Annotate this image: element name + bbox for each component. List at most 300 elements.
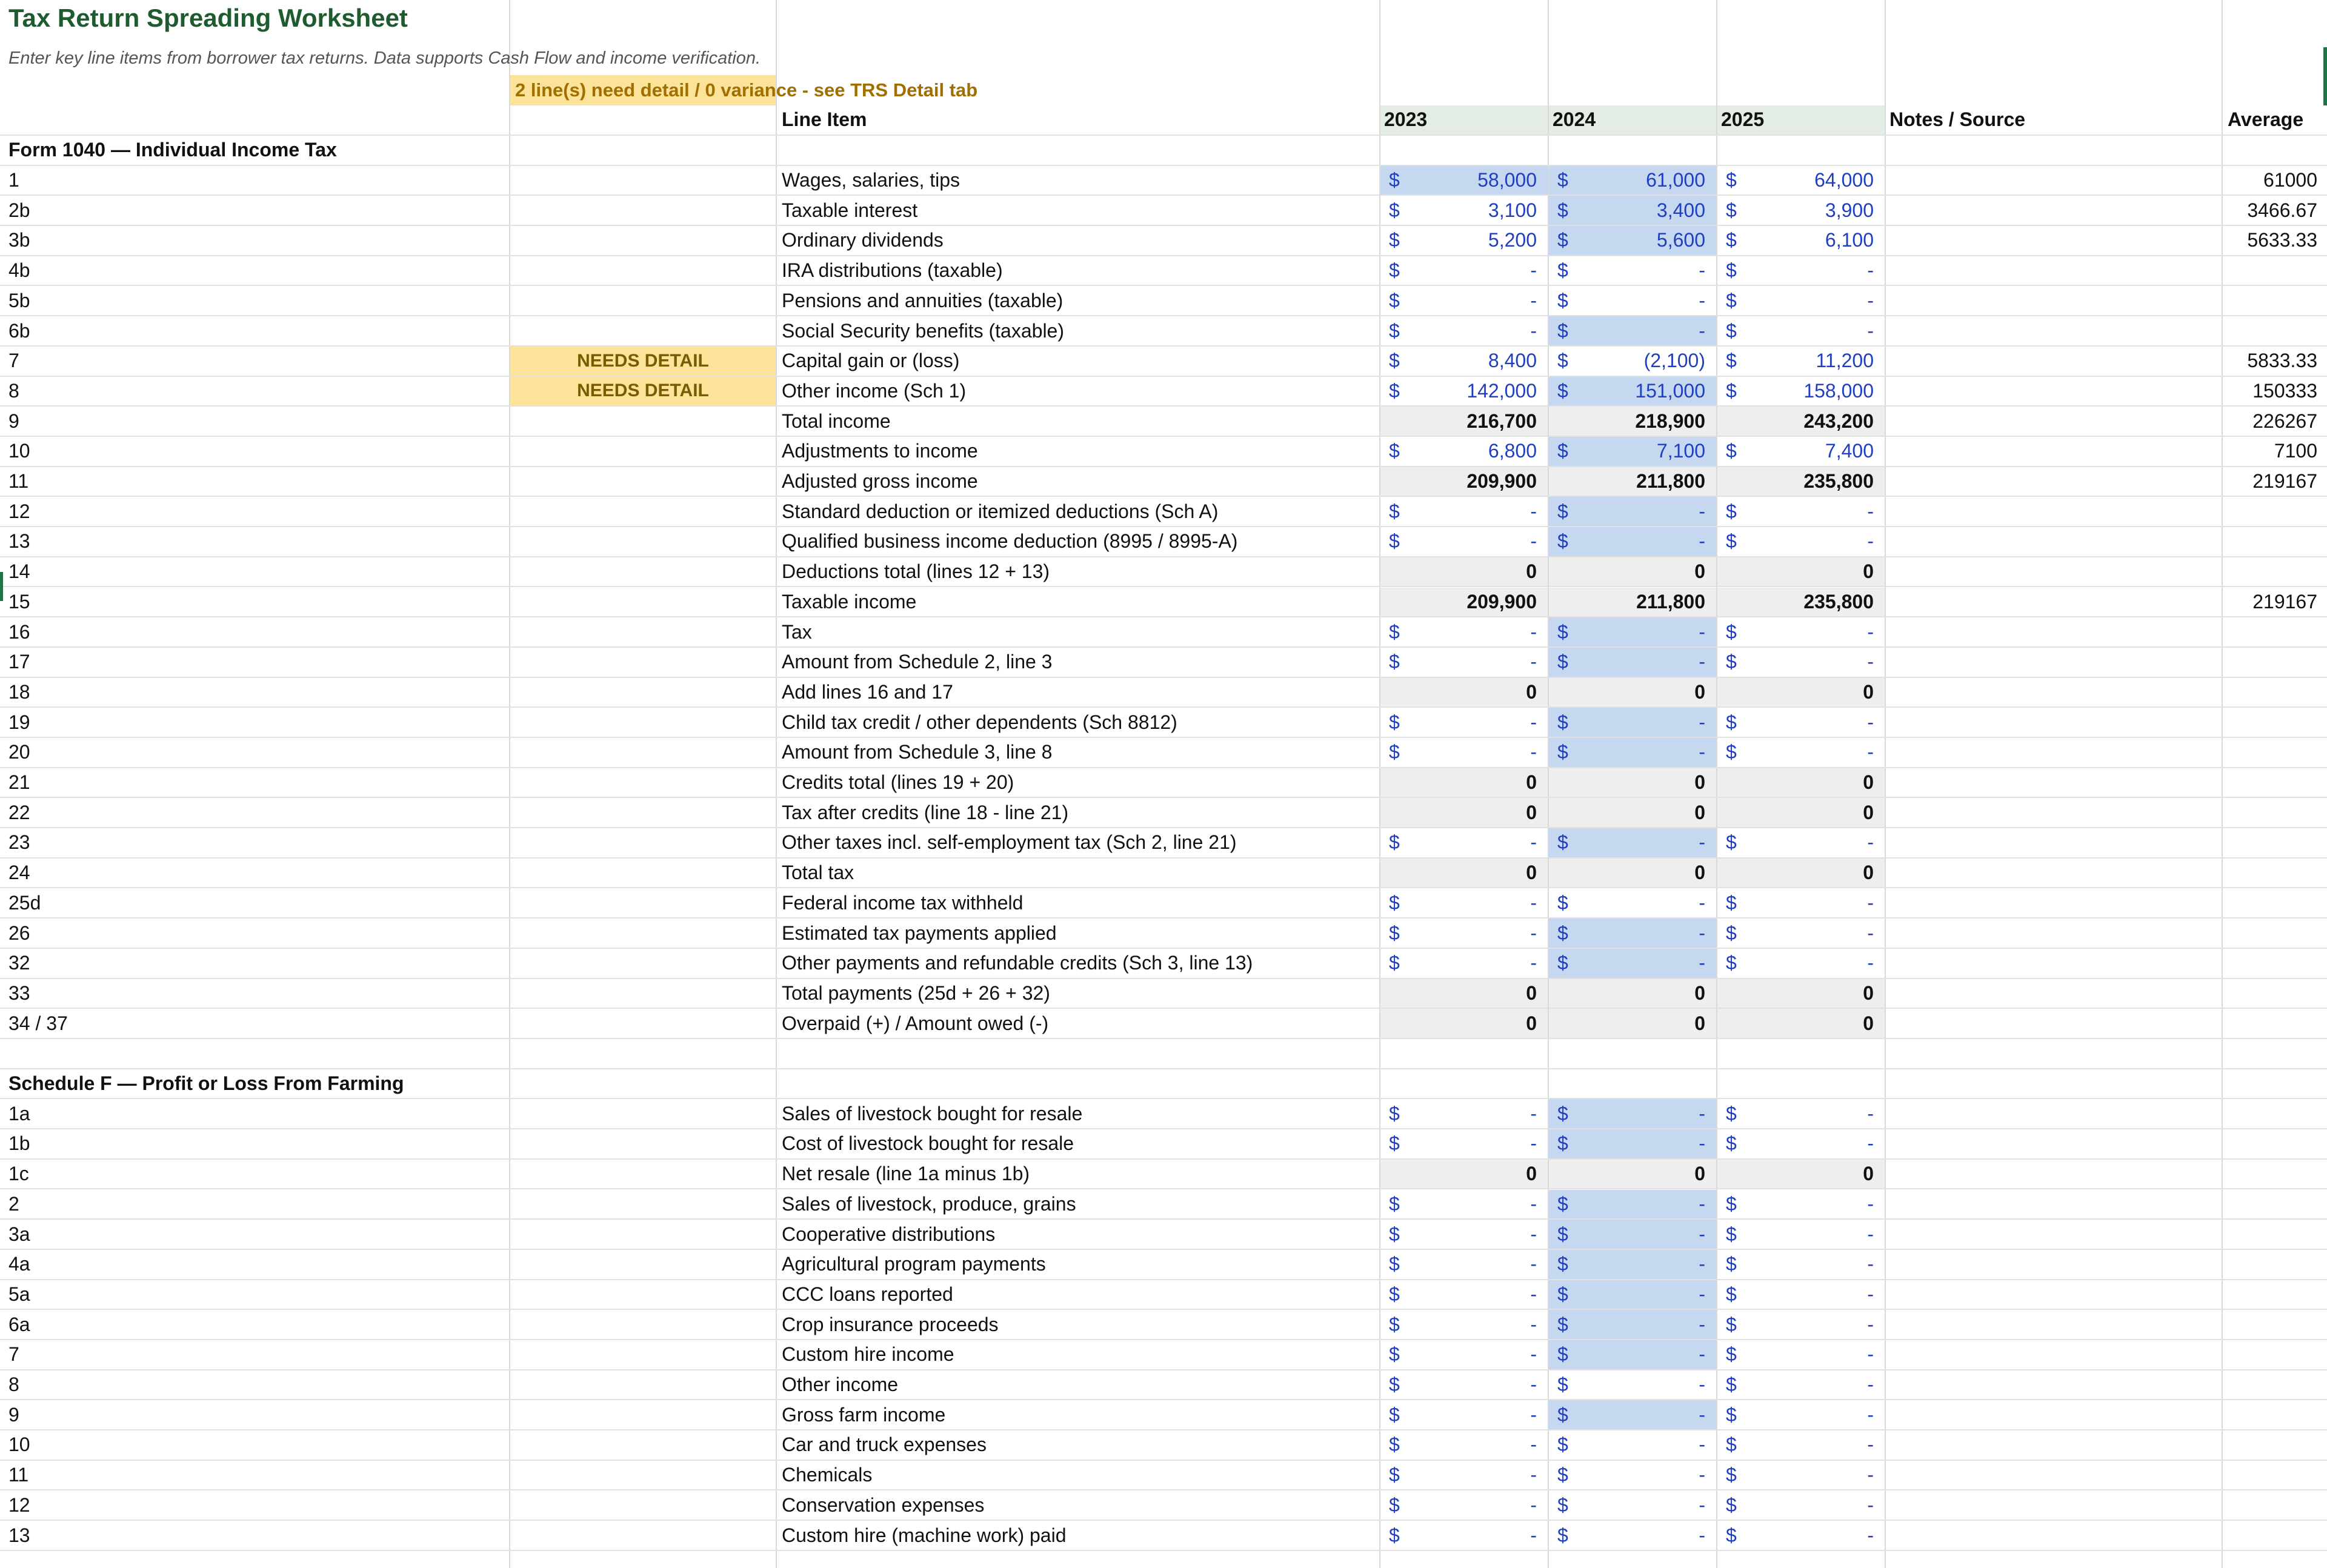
line-item[interactable]: Other income (Sch 1) [782,379,967,402]
line-number[interactable]: 9 [8,1403,19,1426]
year-value-cell[interactable] [1380,1009,1548,1038]
notes-cell[interactable] [1886,798,2223,827]
notes-cell[interactable] [1886,1521,2223,1550]
notes-cell[interactable] [1886,889,2223,918]
sheet-title[interactable]: Tax Return Spreading Worksheet [8,4,408,32]
header-2023[interactable]: 2023 [1380,105,1548,135]
year-value-cell[interactable] [1717,557,1885,586]
line-number[interactable]: 18 [8,680,30,703]
year-value-cell[interactable] [1549,617,1716,646]
year-value-cell[interactable] [1717,377,1885,406]
header-2024[interactable]: 2024 [1549,105,1716,135]
year-value-cell[interactable] [1549,1310,1716,1339]
line-number[interactable]: 3b [8,229,30,251]
year-value-cell[interactable] [1717,1190,1885,1219]
average-cell[interactable] [2224,1280,2322,1309]
year-value-cell[interactable] [1717,617,1885,646]
line-number[interactable]: 12 [8,500,30,522]
year-value-cell[interactable] [1380,1160,1548,1189]
year-value-cell[interactable] [1717,287,1885,316]
average-cell[interactable]: 61000 [2263,169,2317,191]
year-value-cell[interactable] [1717,828,1885,857]
line-item[interactable]: Net resale (line 1a minus 1b) [782,1163,1030,1185]
flag-cell[interactable] [510,1521,776,1550]
flag-cell[interactable] [510,768,776,797]
flag-cell[interactable] [510,1310,776,1339]
year-value-cell[interactable] [1380,617,1548,646]
year-value-cell[interactable] [1717,678,1885,707]
year-value-cell[interactable] [1717,1250,1885,1279]
average-cell[interactable] [2224,617,2322,646]
line-item[interactable]: Social Security benefits (taxable) [782,319,1064,342]
year-value-cell[interactable] [1549,828,1716,857]
line-item[interactable]: Chemicals [782,1464,873,1486]
year-value-cell[interactable] [1380,1280,1548,1309]
year-value-cell[interactable] [1549,889,1716,918]
flag-cell[interactable] [510,1160,776,1189]
average-cell[interactable] [2224,738,2322,767]
year-value-cell[interactable] [1717,527,1885,556]
line-item[interactable]: Cooperative distributions [782,1223,996,1245]
year-value-cell[interactable] [1717,1400,1885,1429]
line-number[interactable]: 24 [8,862,30,884]
line-number[interactable]: 13 [8,530,30,553]
average-cell[interactable] [2224,949,2322,978]
year-value-cell[interactable] [1717,919,1885,948]
year-value-cell[interactable] [1380,648,1548,677]
line-number[interactable]: 5a [8,1283,30,1305]
average-cell[interactable] [2224,1220,2322,1249]
notes-cell[interactable] [1886,1310,2223,1339]
flag-cell[interactable] [510,919,776,948]
year-value-cell[interactable] [1549,1099,1716,1128]
flag-cell[interactable] [510,798,776,827]
flag-cell[interactable] [510,588,776,617]
year-value-cell[interactable] [1717,738,1885,767]
line-item[interactable]: Wages, salaries, tips [782,169,960,191]
line-item[interactable]: Estimated tax payments applied [782,922,1057,944]
flag-cell[interactable] [510,557,776,586]
notes-cell[interactable] [1886,437,2223,466]
average-cell[interactable]: 7100 [2274,440,2317,462]
notes-cell[interactable] [1886,166,2223,195]
year-value-cell[interactable] [1380,527,1548,556]
flag-cell[interactable] [510,1250,776,1279]
year-value-cell[interactable] [1380,1370,1548,1400]
year-value-cell[interactable] [1549,678,1716,707]
year-value-cell[interactable] [1380,407,1548,436]
flag-cell[interactable]: NEEDS DETAIL [510,377,776,406]
line-number[interactable]: 9 [8,410,19,432]
line-item[interactable]: Other payments and refundable credits (Sch 3, line 13) [782,952,1253,974]
year-value-cell[interactable] [1717,467,1885,496]
year-value-cell[interactable] [1380,1430,1548,1460]
line-number[interactable]: 1 [8,169,19,191]
year-value-cell[interactable] [1549,497,1716,526]
year-value-cell[interactable] [1717,1220,1885,1249]
line-number[interactable]: 1a [8,1102,30,1125]
average-cell[interactable] [2224,678,2322,707]
year-value-cell[interactable] [1717,1310,1885,1339]
year-value-cell[interactable] [1549,316,1716,345]
notes-cell[interactable] [1886,527,2223,556]
line-number[interactable]: 7 [8,1343,19,1366]
year-value-cell[interactable] [1549,287,1716,316]
year-value-cell[interactable] [1380,1310,1548,1339]
year-value-cell[interactable] [1380,1461,1548,1490]
year-value-cell[interactable] [1380,738,1548,767]
average-cell[interactable] [2224,1099,2322,1128]
year-value-cell[interactable] [1549,467,1716,496]
line-number[interactable]: 8 [8,1374,19,1396]
flag-cell[interactable] [510,678,776,707]
average-cell[interactable] [2224,1461,2322,1490]
line-item[interactable]: Custom hire income [782,1343,954,1366]
year-value-cell[interactable] [1549,1220,1716,1249]
notes-cell[interactable] [1886,196,2223,225]
flag-cell[interactable] [510,889,776,918]
year-value-cell[interactable] [1717,1430,1885,1460]
year-value-cell[interactable] [1717,889,1885,918]
line-item[interactable]: Amount from Schedule 2, line 3 [782,651,1053,673]
notes-cell[interactable] [1886,708,2223,737]
year-value-cell[interactable] [1380,588,1548,617]
flag-cell[interactable] [510,859,776,888]
year-value-cell[interactable] [1380,226,1548,255]
year-value-cell[interactable] [1549,648,1716,677]
flag-cell[interactable] [510,407,776,436]
line-number[interactable]: 13 [8,1524,30,1546]
year-value-cell[interactable] [1380,467,1548,496]
notes-cell[interactable] [1886,287,2223,316]
notes-cell[interactable] [1886,949,2223,978]
line-number[interactable]: 7 [8,350,19,372]
year-value-cell[interactable] [1380,889,1548,918]
flag-cell[interactable] [510,949,776,978]
flag-cell[interactable] [510,617,776,646]
notes-cell[interactable] [1886,347,2223,376]
average-cell[interactable] [2224,557,2322,586]
average-cell[interactable] [2224,1160,2322,1189]
year-value-cell[interactable] [1717,859,1885,888]
notes-cell[interactable] [1886,226,2223,255]
average-cell[interactable] [2224,708,2322,737]
year-value-cell[interactable] [1549,347,1716,376]
header-line-item[interactable]: Line Item [782,108,867,131]
flag-cell[interactable] [510,226,776,255]
year-value-cell[interactable] [1717,798,1885,827]
year-value-cell[interactable] [1380,287,1548,316]
year-value-cell[interactable] [1380,256,1548,285]
year-value-cell[interactable] [1717,407,1885,436]
year-value-cell[interactable] [1717,1280,1885,1309]
line-item[interactable]: Agricultural program payments [782,1253,1046,1275]
line-item[interactable]: Credits total (lines 19 + 20) [782,771,1014,794]
line-item[interactable]: Cost of livestock bought for resale [782,1132,1074,1155]
line-item[interactable]: Gross farm income [782,1403,946,1426]
flag-cell[interactable] [510,828,776,857]
year-value-cell[interactable] [1549,1160,1716,1189]
average-cell[interactable] [2224,1430,2322,1460]
notes-cell[interactable] [1886,1340,2223,1369]
flag-cell[interactable] [510,1099,776,1128]
average-cell[interactable] [2224,1129,2322,1158]
line-number[interactable]: 34 / 37 [8,1012,68,1034]
line-number[interactable]: 19 [8,711,30,733]
line-number[interactable]: 17 [8,651,30,673]
average-cell[interactable]: 219167 [2252,590,2317,613]
notes-cell[interactable] [1886,1400,2223,1429]
year-value-cell[interactable] [1549,1280,1716,1309]
line-item[interactable]: Overpaid (+) / Amount owed (-) [782,1012,1049,1034]
year-value-cell[interactable] [1549,1521,1716,1550]
line-number[interactable]: 23 [8,831,30,854]
line-number[interactable]: 1b [8,1132,30,1155]
line-item[interactable]: Capital gain or (loss) [782,350,960,372]
notes-cell[interactable] [1886,828,2223,857]
year-value-cell[interactable] [1549,1400,1716,1429]
line-item[interactable]: Tax after credits (line 18 - line 21) [782,801,1069,823]
year-value-cell[interactable] [1717,768,1885,797]
notes-cell[interactable] [1886,1430,2223,1460]
notes-cell[interactable] [1886,617,2223,646]
line-item[interactable]: Ordinary dividends [782,229,944,251]
year-value-cell[interactable] [1717,1099,1885,1128]
line-number[interactable]: 14 [8,560,30,583]
line-item[interactable]: Sales of livestock, produce, grains [782,1192,1076,1215]
average-cell[interactable] [2224,287,2322,316]
status-banner[interactable]: 2 line(s) need detail / 0 variance - see TRS Detail tab [515,79,978,101]
year-value-cell[interactable] [1549,1009,1716,1038]
year-value-cell[interactable] [1717,979,1885,1008]
line-number[interactable]: 12 [8,1493,30,1516]
flag-cell[interactable] [510,1430,776,1460]
line-item[interactable]: Total income [782,410,891,432]
average-cell[interactable] [2224,1009,2322,1038]
notes-cell[interactable] [1886,1129,2223,1158]
section-title[interactable]: Form 1040 — Individual Income Tax [8,139,337,161]
flag-cell[interactable] [510,467,776,496]
notes-cell[interactable] [1886,1370,2223,1400]
average-cell[interactable] [2224,919,2322,948]
flag-cell[interactable] [510,979,776,1008]
average-cell[interactable] [2224,1491,2322,1520]
year-value-cell[interactable] [1380,678,1548,707]
year-value-cell[interactable] [1380,497,1548,526]
flag-cell[interactable] [510,256,776,285]
notes-cell[interactable] [1886,316,2223,345]
year-value-cell[interactable] [1549,1190,1716,1219]
flag-cell[interactable] [510,1009,776,1038]
line-item[interactable]: Crop insurance proceeds [782,1313,999,1335]
year-value-cell[interactable] [1717,1461,1885,1490]
flag-cell[interactable] [510,738,776,767]
year-value-cell[interactable] [1380,708,1548,737]
notes-cell[interactable] [1886,1220,2223,1249]
line-item[interactable]: Pensions and annuities (taxable) [782,289,1064,311]
flag-cell[interactable] [510,1220,776,1249]
notes-cell[interactable] [1886,407,2223,436]
notes-cell[interactable] [1886,648,2223,677]
year-value-cell[interactable] [1380,1099,1548,1128]
line-item[interactable]: Taxable interest [782,199,918,221]
year-value-cell[interactable] [1717,226,1885,255]
line-number[interactable]: 2 [8,1192,19,1215]
year-value-cell[interactable] [1717,196,1885,225]
notes-cell[interactable] [1886,377,2223,406]
year-value-cell[interactable] [1549,377,1716,406]
average-cell[interactable] [2224,859,2322,888]
line-item[interactable]: Child tax credit / other dependents (Sch 8812) [782,711,1177,733]
header-average[interactable]: Average [2228,108,2304,131]
year-value-cell[interactable] [1549,588,1716,617]
notes-cell[interactable] [1886,467,2223,496]
notes-cell[interactable] [1886,768,2223,797]
year-value-cell[interactable] [1549,859,1716,888]
average-cell[interactable]: 5833.33 [2247,350,2317,372]
year-value-cell[interactable] [1717,166,1885,195]
year-value-cell[interactable] [1380,919,1548,948]
year-value-cell[interactable] [1380,1491,1548,1520]
line-item[interactable]: Sales of livestock bought for resale [782,1102,1083,1125]
average-cell[interactable] [2224,1190,2322,1219]
notes-cell[interactable] [1886,1160,2223,1189]
line-item[interactable]: Total tax [782,862,854,884]
line-number[interactable]: 10 [8,1433,30,1456]
average-cell[interactable] [2224,889,2322,918]
line-number[interactable]: 6a [8,1313,30,1335]
average-cell[interactable] [2224,1370,2322,1400]
year-value-cell[interactable] [1380,1220,1548,1249]
line-item[interactable]: IRA distributions (taxable) [782,259,1003,282]
year-value-cell[interactable] [1549,1491,1716,1520]
line-item[interactable]: Deductions total (lines 12 + 13) [782,560,1050,583]
year-value-cell[interactable] [1380,437,1548,466]
line-item[interactable]: Amount from Schedule 3, line 8 [782,741,1053,763]
flag-cell[interactable] [510,166,776,195]
flag-cell[interactable] [510,1129,776,1158]
year-value-cell[interactable] [1717,347,1885,376]
line-number[interactable]: 26 [8,922,30,944]
line-number[interactable]: 16 [8,620,30,643]
header-notes[interactable]: Notes / Source [1889,108,2026,131]
flag-cell[interactable] [510,648,776,677]
line-item[interactable]: CCC loans reported [782,1283,953,1305]
year-value-cell[interactable] [1380,768,1548,797]
average-cell[interactable]: 5633.33 [2247,229,2317,251]
flag-cell[interactable] [510,527,776,556]
line-number[interactable]: 11 [8,470,29,493]
year-value-cell[interactable] [1380,979,1548,1008]
year-value-cell[interactable] [1549,738,1716,767]
year-value-cell[interactable] [1717,1129,1885,1158]
year-value-cell[interactable] [1549,949,1716,978]
year-value-cell[interactable] [1717,588,1885,617]
average-cell[interactable] [2224,1250,2322,1279]
line-number[interactable]: 10 [8,440,30,462]
year-value-cell[interactable] [1380,1129,1548,1158]
year-value-cell[interactable] [1380,377,1548,406]
line-item[interactable]: Other taxes incl. self-employment tax (Sch 2, line 21) [782,831,1237,854]
line-number[interactable]: 20 [8,741,30,763]
year-value-cell[interactable] [1549,919,1716,948]
line-number[interactable]: 5b [8,289,30,311]
flag-cell[interactable] [510,1280,776,1309]
header-2025[interactable]: 2025 [1717,105,1885,135]
year-value-cell[interactable] [1549,1340,1716,1369]
line-item[interactable]: Add lines 16 and 17 [782,680,953,703]
notes-cell[interactable] [1886,859,2223,888]
notes-cell[interactable] [1886,588,2223,617]
year-value-cell[interactable] [1380,1400,1548,1429]
year-value-cell[interactable] [1717,648,1885,677]
flag-cell[interactable] [510,287,776,316]
line-number[interactable]: 1c [8,1163,29,1185]
year-value-cell[interactable] [1380,557,1548,586]
average-cell[interactable] [2224,648,2322,677]
line-item[interactable]: Adjustments to income [782,440,978,462]
sheet-subtitle[interactable]: Enter key line items from borrower tax returns. Data supports Cash Flow and income verification. [8,48,761,68]
flag-cell[interactable] [510,1370,776,1400]
year-value-cell[interactable] [1549,256,1716,285]
flag-cell[interactable] [510,196,776,225]
line-number[interactable]: 22 [8,801,30,823]
line-number[interactable]: 25d [8,891,41,914]
notes-cell[interactable] [1886,738,2223,767]
average-cell[interactable] [2224,497,2322,526]
notes-cell[interactable] [1886,497,2223,526]
line-item[interactable]: Taxable income [782,590,917,613]
line-item[interactable]: Standard deduction or itemized deductions (Sch A) [782,500,1219,522]
section-title[interactable]: Schedule F — Profit or Loss From Farming [8,1072,404,1095]
flag-cell[interactable] [510,1491,776,1520]
average-cell[interactable] [2224,768,2322,797]
average-cell[interactable] [2224,1340,2322,1369]
average-cell[interactable] [2224,316,2322,345]
year-value-cell[interactable] [1549,557,1716,586]
average-cell[interactable]: 219167 [2252,470,2317,493]
notes-cell[interactable] [1886,1491,2223,1520]
year-value-cell[interactable] [1717,1491,1885,1520]
average-cell[interactable] [2224,798,2322,827]
line-item[interactable]: Total payments (25d + 26 + 32) [782,982,1050,1004]
year-value-cell[interactable] [1549,1430,1716,1460]
year-value-cell[interactable] [1717,1370,1885,1400]
year-value-cell[interactable] [1380,828,1548,857]
notes-cell[interactable] [1886,1280,2223,1309]
average-cell[interactable] [2224,1521,2322,1550]
notes-cell[interactable] [1886,557,2223,586]
line-number[interactable]: 3a [8,1223,30,1245]
year-value-cell[interactable] [1549,1370,1716,1400]
notes-cell[interactable] [1886,1461,2223,1490]
year-value-cell[interactable] [1549,527,1716,556]
line-item[interactable]: Qualified business income deduction (8995 / 8995-A) [782,530,1238,553]
notes-cell[interactable] [1886,979,2223,1008]
year-value-cell[interactable] [1380,949,1548,978]
year-value-cell[interactable] [1380,1340,1548,1369]
average-cell[interactable] [2224,828,2322,857]
line-number[interactable]: 21 [8,771,30,794]
year-value-cell[interactable] [1380,316,1548,345]
year-value-cell[interactable] [1717,1009,1885,1038]
line-number[interactable]: 4b [8,259,30,282]
year-value-cell[interactable] [1549,166,1716,195]
notes-cell[interactable] [1886,1190,2223,1219]
year-value-cell[interactable] [1380,1190,1548,1219]
year-value-cell[interactable] [1380,859,1548,888]
notes-cell[interactable] [1886,919,2223,948]
